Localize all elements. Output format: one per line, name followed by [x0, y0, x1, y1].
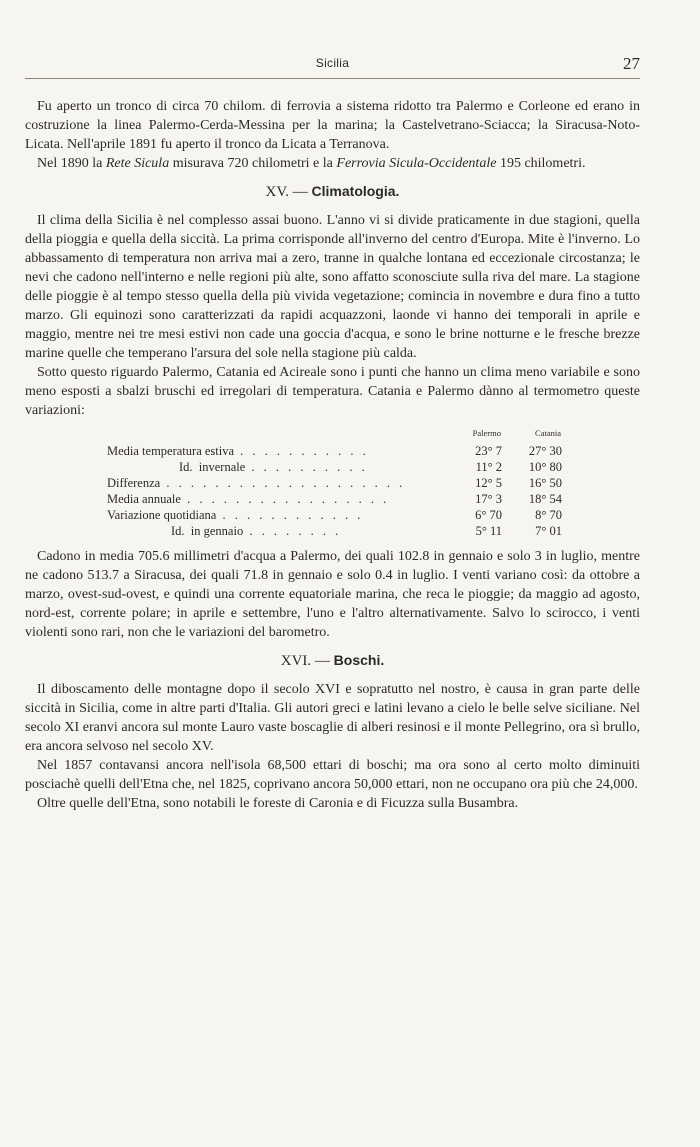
- row-label: [107, 475, 447, 491]
- section-number: XVI. —: [280, 653, 334, 669]
- leader-dots: . . . . . . . .: [243, 524, 342, 538]
- paragraph-forests: Oltre quelle dell'Etna, sono notabili le foreste di Caronia e di Ficuzza sulla Busambra.: [37, 796, 519, 811]
- row-label: [107, 443, 447, 459]
- cell-palermo: 11° 2: [475, 460, 502, 474]
- page-number: 27: [623, 54, 640, 73]
- paragraph-climate: Il clima della Sicilia è nel complesso assai buono. L'anno vi si divide praticamente in due stagioni, quella della pioggia e quella della siccità. La prima corrisponde all'inverno del centro d'Europa. Mite è l'inverno. Lo abbassamento di temperatura non arriva mai a zero, tranne in qualche lontana ed eccezionale circostanza; le nevi che cadono nell'interno e nelle regioni più alte, sono affatto sconosciute sulla riva del mare. La stagione delle pioggie è al tempo stesso quella della più vivida vegetazione; comincia in novembre e dura fino a tutto marzo. Gli equinozi sono caratterizzati da rapidi acquazzoni, laonde vi hanno dei temporali in aprile e maggio, mentre nei tre mesi estivi non cade una goccia d'acqua, e sono le brine notturne e le fresche brezze marine quelle che temperano l'arsura del sole nella stagione più calda.: [25, 213, 640, 361]
- row-label: [107, 507, 447, 523]
- column-header-palermo: Palermo: [472, 428, 501, 438]
- section-heading-boschi: [25, 651, 640, 671]
- climate-table: [107, 424, 562, 539]
- row-label: [107, 459, 447, 475]
- table-row: [107, 523, 562, 539]
- leader-dots: . . . . . . . . . . . . . . . . . . . .: [160, 476, 406, 490]
- text-run: 195 chilometri.: [496, 156, 586, 171]
- row-label-text: Id. invernale: [179, 460, 246, 474]
- leader-dots: . . . . . . . . . . . .: [216, 508, 364, 522]
- cell-palermo: 12° 5: [475, 476, 502, 490]
- row-label-text: Differenza: [107, 476, 161, 490]
- paragraph-1857: Nel 1857 contavansi ancora nell'isola 68,500 ettari di boschi; ma ora sono al certo molto diminuiti posciachè quelli dell'Etna che, nel 1825, coprivano ancora 50,000 ettari, non ne occupano ora più che 24,000.: [25, 758, 640, 792]
- cell-catania: 8° 70: [535, 508, 562, 522]
- running-title: Sicilia: [315, 56, 350, 70]
- cell-catania: 7° 01: [535, 524, 562, 538]
- leader-dots: . . . . . . . . . . . . . . . . .: [180, 492, 390, 506]
- column-spacer: [107, 424, 447, 443]
- text-run: Nel 1890 la: [37, 156, 106, 171]
- cell-palermo: 23° 7: [475, 444, 502, 458]
- table-row: [107, 491, 562, 507]
- row-label-text: Media annuale: [107, 492, 181, 506]
- row-label-text: Id. in gennaio: [171, 524, 244, 538]
- cell-catania: 16° 50: [528, 476, 562, 490]
- section-title: Climatologia.: [311, 183, 400, 199]
- cell-catania: 10° 80: [528, 460, 562, 474]
- section-heading-climatologia: [25, 182, 640, 202]
- paragraph-railway: Fu aperto un tronco di circa 70 chilom. di ferrovia a sistema ridotto tra Palermo e Corleone ed erano in costruzione la linea Palermo-Cerda-Messina per la marina; la Castelvetrano-Sciacca; la Siracusa-Noto-Licata. Nell'aprile 1891 fu aperto il tronco da Licata a Terranova.: [25, 99, 640, 152]
- table-header-row: [107, 424, 562, 443]
- cell-palermo: 6° 70: [475, 508, 502, 522]
- row-label-text: Media temperatura estiva: [107, 444, 235, 458]
- table-row: [107, 475, 562, 491]
- italic-term: Rete Sicula: [105, 156, 170, 171]
- leader-dots: . . . . . . . . . . .: [234, 444, 369, 458]
- row-label: [107, 491, 447, 507]
- page-body: [25, 97, 640, 813]
- row-label-text: Variazione quotidiana: [107, 508, 217, 522]
- cell-catania: 27° 30: [528, 444, 562, 458]
- italic-term: Ferrovia Sicula-Occidentale: [336, 156, 497, 171]
- cell-catania: 18° 54: [528, 492, 562, 506]
- column-header-catania: Catania: [535, 428, 561, 438]
- cell-palermo: 17° 3: [475, 492, 502, 506]
- paragraph-cities: Sotto questo riguardo Palermo, Catania ed Acireale sono i punti che hanno un clima meno variabile e sono meno esposti a sbalzi bruschi ed irregolari di temperatura. Catania e Palermo dànno al termometro queste variazioni:: [25, 365, 640, 418]
- paragraph-rain-winds: Cadono in media 705.6 millimetri d'acqua a Palermo, dei quali 102.8 in gennaio e solo 3 in luglio, mentre ne cadono 513.7 a Siracusa, dei quali 71.8 in gennaio e solo 0.4 in luglio. I venti variano così: da ottobre a marzo, ovest-sud-ovest, e quindi una corrente equatoriale marina, che reca le pioggie; da maggio ad agosto, nord-est, corrente polare; in aprile e settembre, l'uno e l'altro alternativamente. Salvo lo scirocco, i venti violenti sono rari, non che le variazioni del barometro.: [25, 549, 640, 640]
- paragraph-1890: [25, 154, 640, 173]
- row-label: [107, 523, 447, 539]
- page-header: [25, 52, 640, 76]
- cell-palermo: 5° 11: [475, 524, 502, 538]
- section-title: Boschi.: [333, 652, 385, 668]
- leader-dots: . . . . . . . . . .: [245, 460, 368, 474]
- table-row: [107, 507, 562, 523]
- paragraph-deforestation: Il diboscamento delle montagne dopo il secolo XVI e sopratutto nel nostro, è causa in gran parte delle siccità in Sicilia, come in altre parti d'Italia. Gli autori greci e latini levano a cielo le belle selve siciliane. Nel secolo XI eranvi ancora sul monte Lauro vaste boscaglie di alberi resinosi e il monte Pellegrino, ora sì brullo, era ancora selvoso nel secolo XV.: [25, 682, 640, 754]
- text-run: misurava 720 chilometri e la: [169, 156, 337, 171]
- section-number: XV. —: [265, 184, 312, 200]
- table-row: [107, 459, 562, 475]
- table-row: [107, 443, 562, 459]
- header-rule: [25, 78, 640, 79]
